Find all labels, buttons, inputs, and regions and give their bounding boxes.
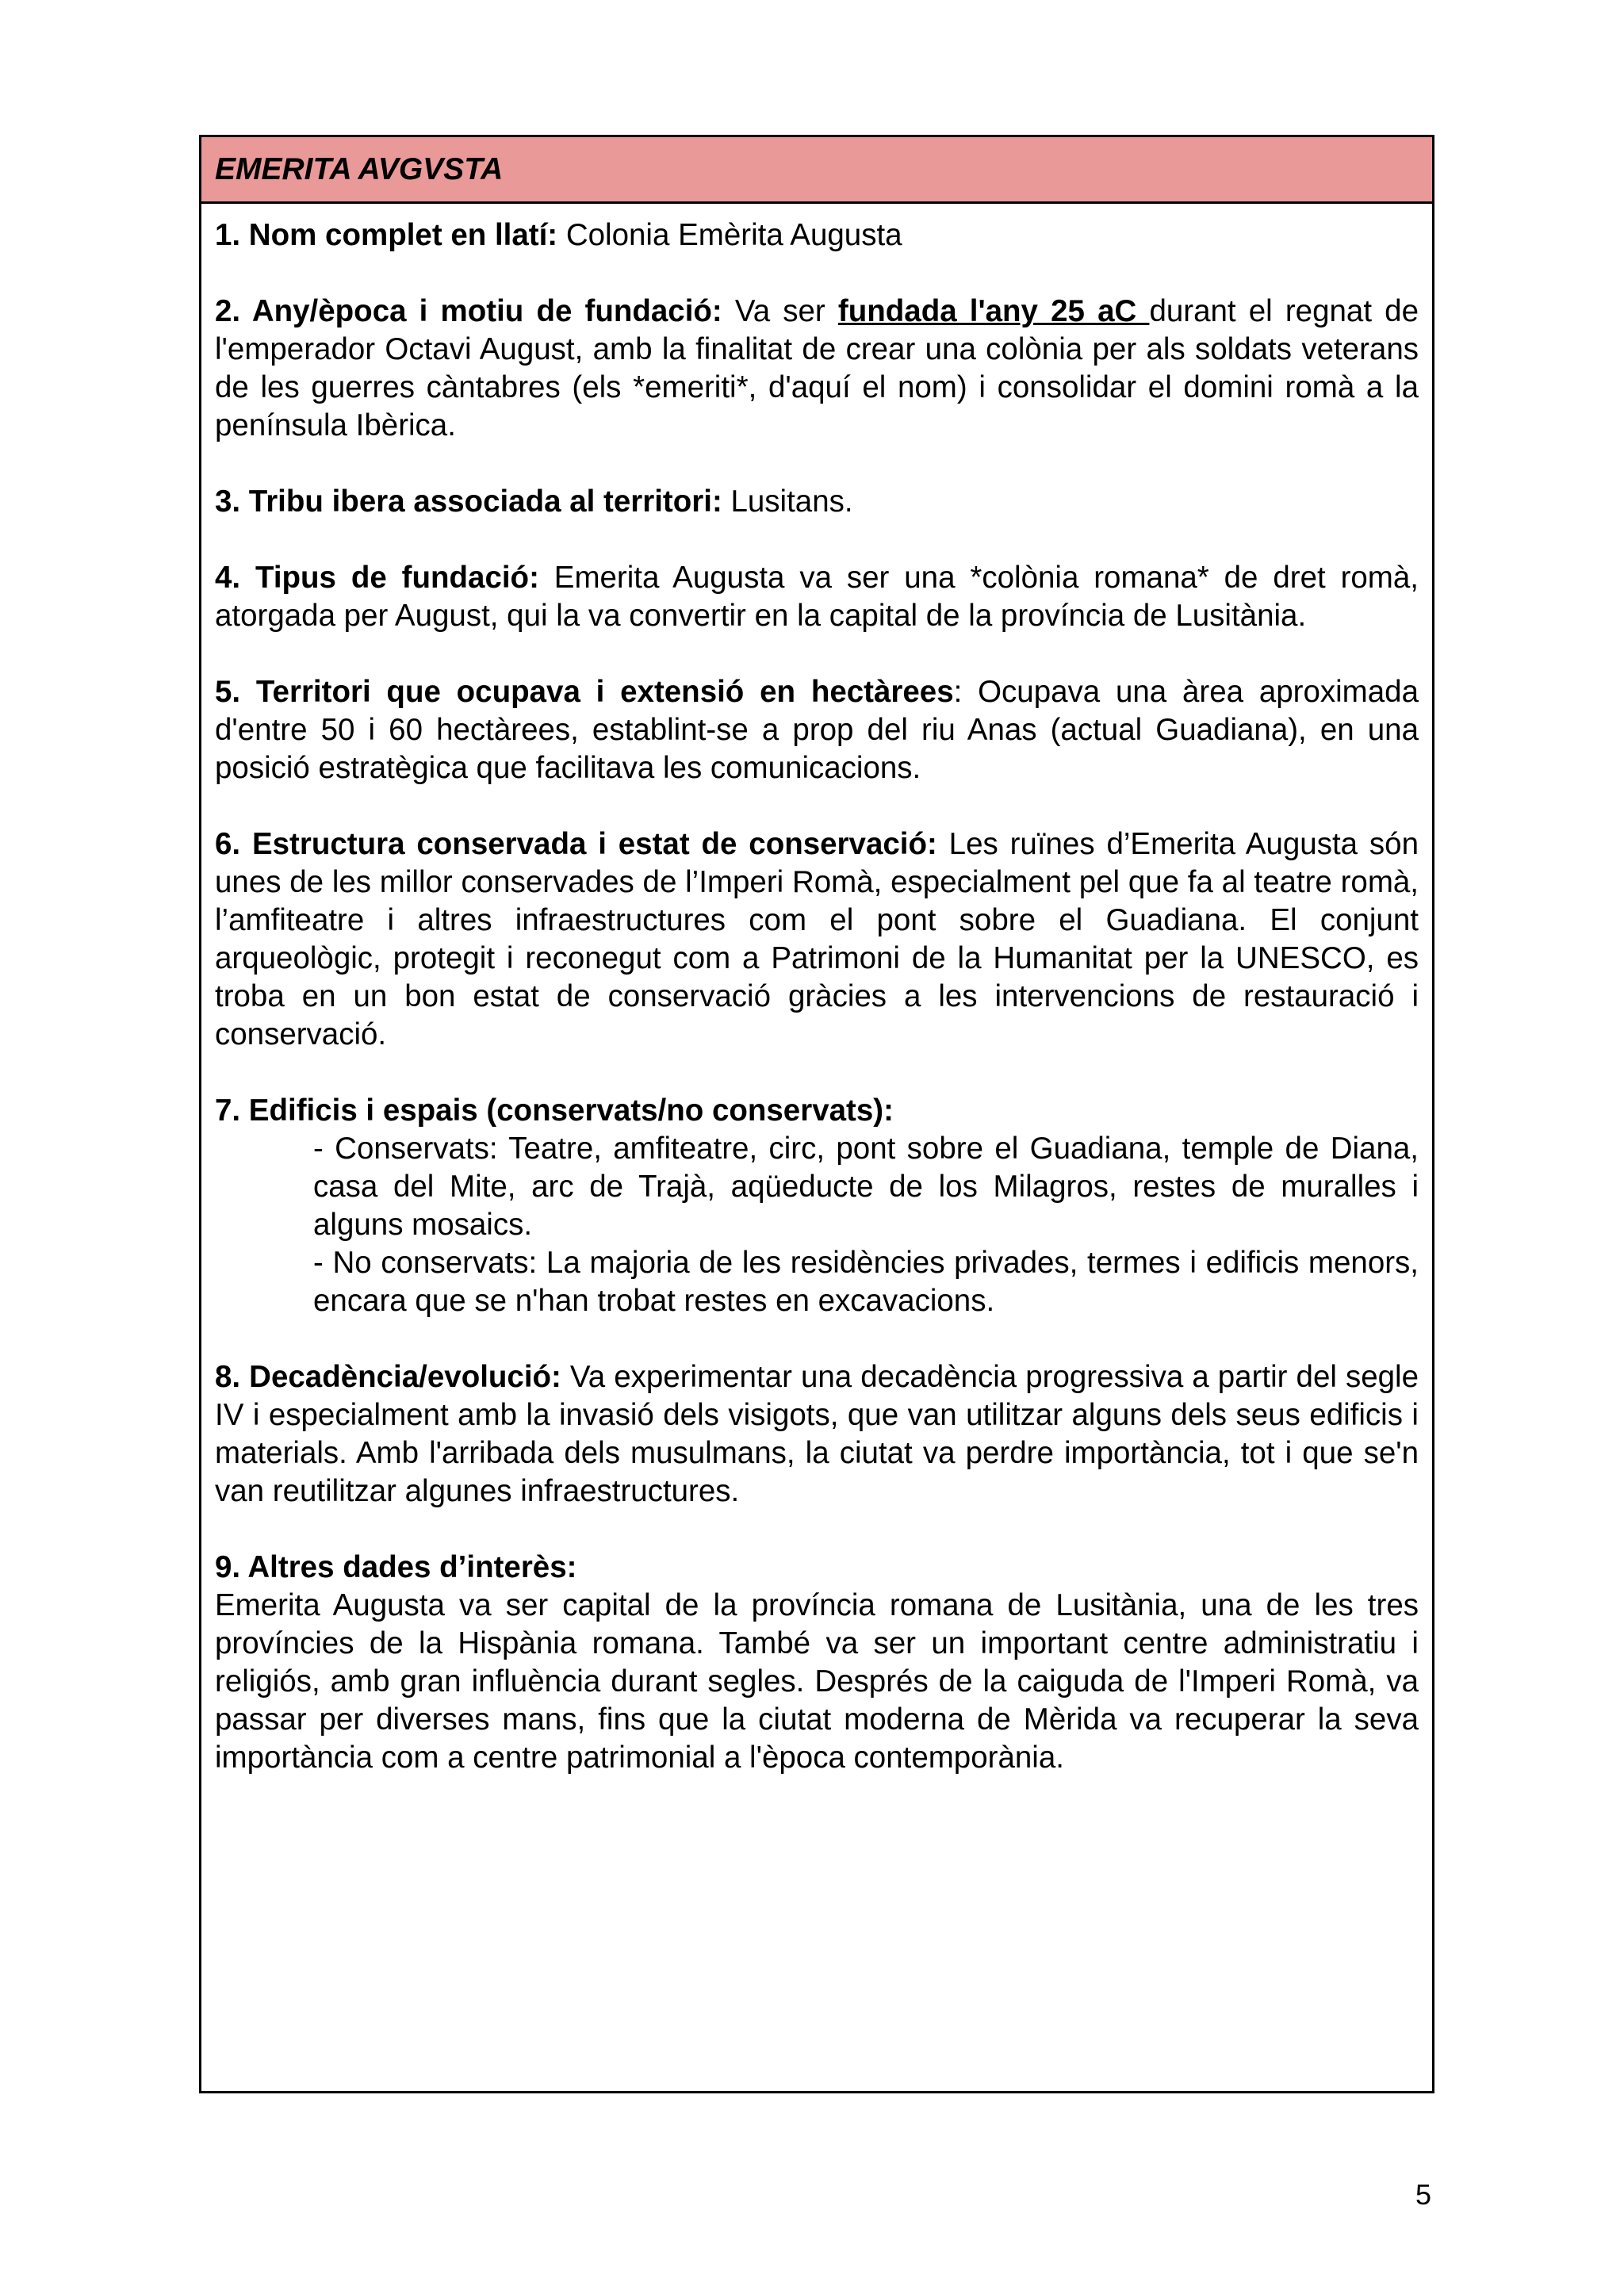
section-label: 1. Nom complet en llatí: [215,218,558,252]
section-label: 7. Edificis i espais (conservats/no conservats): [215,1093,894,1128]
info-table [199,135,1434,2093]
section-foundation [215,293,1419,445]
foundation-date-highlight: fundada l'any 25 aC [837,294,1150,328]
section-text: durant el regnat de l'emperador Octavi August, amb la finalitat de crear una colònia per als soldats veterans de les guerres càntabres (els *emeriti*, d'aquí el nom) i consolidar el domini romà a la península Ibèrica. [215,294,1419,442]
section-conservation [215,825,1419,1054]
section-label: 6. Estructura conservada i estat de conservació: [215,827,937,861]
section-decline [215,1358,1419,1511]
conserved-list-item: - Conservats: Teatre, amfiteatre, circ, pont sobre el Guadiana, temple de Diana, casa del Mite, arc de Trajà, aqüeducte de los Milagros, restes de muralles i alguns mosaics. [313,1132,1419,1242]
section-text: Les ruïnes d’Emerita Augusta són unes de les millor conservades de l’Imperi Romà, especialment pel que fa al teatre romà, l’amfiteatre i altres infraestructures com el pont sobre el Guadiana. El conjunt arqueològic, protegit i reconegut com a Patrimoni de la Humanitat per la UNESCO, es troba en un bon estat de conservació gràcies a les intervencions de restauració i conservació. [215,827,1419,1051]
section-foundation-type [215,559,1419,635]
section-text: Colonia Emèrita Augusta [557,218,902,252]
table-title: EMERITA AVGVSTA [215,152,504,186]
section-text: : Ocupava una àrea aproximada d'entre 50 i 60 hectàrees, establint-se a prop del riu Anas (actual Guadiana), en una posició estratègica que facilitava les comunicacions. [215,675,1419,785]
section-tribe [215,483,1419,521]
section-label: 9. Altres dades d’interès: [215,1550,577,1584]
section-buildings [215,1092,1419,1320]
table-header [201,137,1432,204]
section-text: Emerita Augusta va ser una *colònia romana* de dret romà, atorgada per August, qui la va convertir en la capital de la província de Lusitània. [215,561,1419,633]
section-label: 4. Tipus de fundació: [215,561,539,595]
section-label: 3. Tribu ibera associada al territori: [215,484,722,519]
section-label: 8. Decadència/evolució: [215,1360,561,1394]
section-text: Lusitans. [722,484,853,519]
section-label-row [215,1092,1419,1130]
section-text: Va ser [722,294,838,328]
table-body [201,204,1432,2091]
section-text: Emerita Augusta va ser capital de la província romana de Lusitània, una de les tres províncies de la Hispània romana. També va ser un important centre administratiu i religiós, amb gran influència durant segles. Després de la caiguda de l'Imperi Romà, va passar per diverses mans, fins que la ciutat moderna de Mèrida va recuperar la seva importància com a centre patrimonial a l'època contemporània. [215,1588,1419,1775]
section-territory [215,673,1419,787]
section-label: 2. Any/època i motiu de fundació: [215,294,722,328]
not-conserved-list-item: - No conservats: La majoria de les residències privades, termes i edificis menors, encara que se n'han trobat restes en excavacions. [313,1246,1419,1318]
section-other-data [215,1549,1419,1777]
section-latin-name [215,216,1419,255]
section-text: Va experimentar una decadència progressiva a partir del segle IV i especialment amb la invasió dels visigots, que van utilitzar alguns dels seus edificis i materials. Amb l'arribada dels musulmans, la ciutat va perdre importància, tot i que se'n van reutilitzar algunes infraestructures. [215,1360,1419,1508]
page-number: 5 [1415,2178,1432,2211]
section-label: 5. Territori que ocupava i extensió en hectàrees [215,675,954,709]
section-label-row [215,1549,1419,1587]
